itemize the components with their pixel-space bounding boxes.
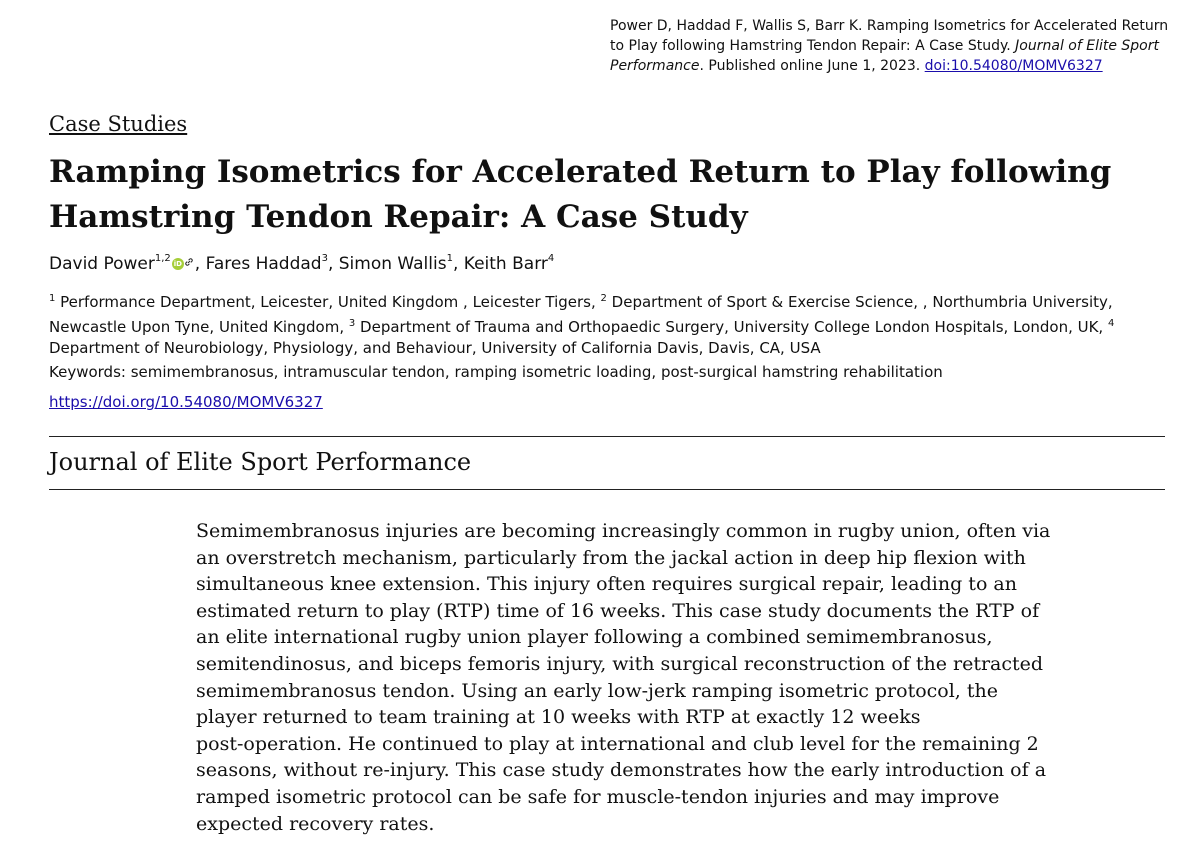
article-title: [49, 150, 1149, 240]
abstract-line: Semimembranosus injuries are becoming increasingly common in rugby union, often via: [196, 520, 1051, 542]
abstract-line: semimembranosus tendon. Using an early low-jerk ramping isometric protocol, the: [196, 679, 998, 702]
abstract-line: simultaneous knee extension. This injury often requires surgical repair, leading to an: [196, 573, 1017, 596]
author-separator: ,: [452, 254, 464, 274]
affiliation-sup: 4: [1107, 318, 1115, 329]
abstract-line: an overstretch mechanism, particularly from the jackal action in deep hip flexion with: [196, 546, 1026, 569]
abstract-line: semitendinosus, and biceps femoris injury, with surgical reconstruction of the retracted: [196, 652, 1044, 675]
affiliation-text: Department of Trauma and Orthopaedic Surgery, University College London Hospitals, London, UK,: [355, 318, 1108, 336]
doi-link[interactable]: https://doi.org/10.54080/MOMV6327: [49, 393, 323, 411]
author-affiliation-sup: 1,2: [154, 253, 171, 265]
abstract-line: expected recovery rates.: [196, 812, 435, 835]
title-line: Ramping Isometrics for Accelerated Return to Play following: [49, 154, 1112, 190]
author-affiliation-sup: 4: [547, 253, 555, 265]
affiliation-sup: 3: [348, 318, 356, 329]
author-separator: ,: [327, 254, 339, 274]
abstract-line: an elite international rugby union player following a combined semimembranosus,: [196, 626, 993, 649]
abstract: [196, 518, 1051, 837]
citation-authors-title: Power D, Haddad F, Wallis S, Barr K. Ramping Isometrics for Accelerated Return to Play following Hamstring Tendon Repair: A Case Study.: [610, 18, 1169, 54]
title-line: Hamstring Tendon Repair: A Case Study: [49, 199, 748, 235]
author-affiliation-sup: 1: [446, 253, 453, 265]
abstract-line: post-operation. He continued to play at international and club level for the remaining 2: [196, 732, 1039, 755]
section-label[interactable]: Case Studies: [49, 112, 188, 136]
affiliation-text: Department of Sport & Exercise Science, , Northumbria University, Newcastle Upon Tyne, United Kingdom,: [49, 293, 1113, 336]
author-name[interactable]: Keith Barr: [463, 254, 548, 274]
abstract-line: estimated return to play (RTP) time of 16 weeks. This case study documents the RTP of: [196, 599, 1040, 622]
journal-name: Journal of Elite Sport Performance: [49, 448, 472, 476]
divider: [49, 436, 1165, 437]
orcid-icon[interactable]: iD: [173, 260, 182, 268]
citation-journal: Journal of Elite Sport Performance: [610, 38, 1159, 74]
abstract-line: player returned to team training at 10 weeks with RTP at exactly 12 weeks: [196, 706, 921, 729]
affiliation-sup: 1: [49, 293, 56, 304]
keywords: Keywords: semimembranosus, intramuscular tendon, ramping isometric loading, post-surgical hamstring rehabilitation: [49, 363, 943, 381]
citation-block: [610, 16, 1170, 76]
author-name[interactable]: David Power: [49, 254, 155, 274]
author-separator: ,: [194, 254, 206, 274]
affiliation-text: Performance Department, Leicester, United Kingdom , Leicester Tigers,: [55, 293, 601, 311]
link-icon[interactable]: [184, 257, 194, 267]
citation-journal-suffix: .: [699, 58, 704, 74]
abstract-line: seasons, without re-injury. This case study demonstrates how the early introduction of a: [196, 759, 1047, 782]
author-name[interactable]: Fares Haddad: [205, 254, 322, 274]
author-affiliation-sup: 3: [321, 253, 328, 265]
citation-doi-link[interactable]: doi:10.54080/MOMV6327: [924, 58, 1103, 74]
divider: [49, 489, 1165, 490]
affiliation-sup: 2: [600, 293, 607, 304]
citation-published: Published online June 1, 2023.: [708, 58, 921, 74]
affiliations: [49, 288, 1159, 359]
affiliation-text: Department of Neurobiology, Physiology, and Behaviour, University of California Davis, Davis, CA, USA: [49, 339, 821, 357]
author-list: [49, 254, 554, 274]
author-name[interactable]: Simon Wallis: [338, 254, 447, 274]
abstract-line: ramped isometric protocol can be safe for muscle-tendon injuries and may improve: [196, 785, 1000, 808]
